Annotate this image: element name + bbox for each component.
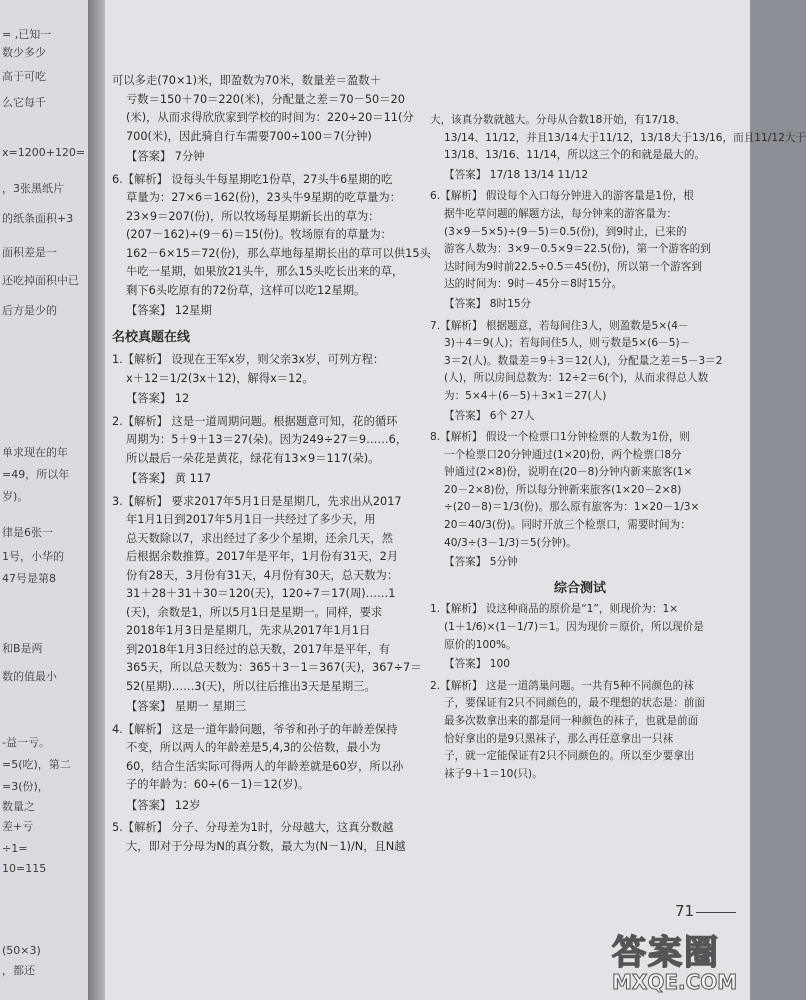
text-line: 700(米)，因此骑自行车需要700÷100＝7(分钟) [126, 129, 372, 143]
text-line: 总天数除以7，求出经过了多少个星期，还余几天，然 [126, 531, 394, 545]
watermark-logo [612, 925, 747, 997]
text-line: 达时间为9时前22.5÷0.5＝45(份)，所以第一个游客到 [444, 260, 702, 273]
watermark-url: MXQE.COM [612, 970, 738, 994]
text-line: 3.【解析】 要求2017年5月1日是星期几，先求出从2017 [112, 494, 402, 508]
text-line: 可以多走(70×1)米，即盈数为70米，数量差＝盈数＋ [112, 74, 381, 87]
text-line: 2018年1月3日是星期几，先求从2017年1月1日 [126, 624, 371, 637]
text-line: 8.【解析】 假设一个检票口1分钟检票的人数为1份，则 [430, 431, 691, 444]
text-line: 原价的100%。 [444, 638, 517, 651]
answer-line: 【答案】 12岁 [126, 798, 201, 812]
left-page-fragment: 面积差是一 [2, 246, 57, 259]
page-number-rule [696, 912, 736, 913]
answer-line: 【答案】 黄 117 [126, 472, 212, 485]
left-page-fragment: x=1200+120= [2, 146, 86, 159]
text-line: 牛吃一星期，如果放21头牛，那么15头吃长出来的草， [126, 265, 404, 278]
text-line: 所以最后一朵花是黄花，绿花有13×9＝117(朵)。 [126, 451, 380, 465]
left-page-fragment: = ,已知一 [2, 28, 52, 41]
text-line: 3＝2(人)。数量差＝9＋3＝12(人)，分配量之差＝5－3＝2 [444, 354, 723, 367]
text-line: ÷(20－8)＝1/3(份)。那么原有旅客为：1×20－1/3× [444, 501, 700, 514]
text-line: 份有28天，3月份有31天，4月份有30天，总天数为： [126, 568, 399, 582]
text-line: (1＋1/6)×(1－1/7)＝1。因为现价＝原价，所以现价是 [444, 621, 704, 634]
text-line: (人)，所以房间总数为：12÷2＝6(个)，从而求得总人数 [444, 372, 709, 385]
text-line: 31＋28＋31＋30＝120(天)，120÷7＝17(周)……1 [126, 587, 396, 600]
text-line: 13/14、11/12，并且13/14大于11/12，13/18大于13/16，而且11/12大于 [444, 131, 806, 144]
text-line: 2.【解析】 这是一道鸽巢问题。一共有5种不同颜色的袜 [430, 679, 694, 692]
text-line: 周期为：5＋9＋13＝27(朵)。因为249÷27＝9……6， [126, 433, 408, 446]
watermark-title: 答案圈 [612, 933, 720, 973]
left-page-fragment: 岁)。 [2, 490, 29, 503]
text-line: 1.【解析】 设这种商品的原价是“1”，则现价为：1× [430, 603, 679, 616]
text-line: 4.【解析】 这是一道年龄问题，爷爷和孙子的年龄差保持 [112, 722, 398, 736]
left-page [0, 0, 92, 1000]
section-title-mingxiao: 名校真题在线 [112, 329, 191, 345]
left-page-fragment: 47号是第8 [2, 572, 56, 585]
left-page-fragment: -益一亏。 [2, 736, 50, 749]
text-line: 为：5×4＋(6－5)＋3×1＝27(人) [444, 389, 607, 402]
text-line: 剩下6头吃原有的72份草，这样可以吃12星期。 [126, 283, 366, 297]
text-line: (3×9－5×5)÷(9－5)＝0.5(份)，到9时止，已来的 [444, 225, 687, 238]
text-line: 20－2×8)份，所以每分钟新来旅客(1×20－2×8) [444, 483, 682, 496]
left-page-fragment: =5(吃)，第二 [2, 758, 71, 771]
text-line: 草量为：27×6＝162(份)，23头牛9星期的吃草量为： [126, 191, 402, 204]
answer-line: 【答案】 星期一 星期三 [126, 700, 247, 713]
text-line: 亏数＝150＋70＝220(米)，分配量之差＝70－50＝20 [126, 92, 405, 106]
answer-line: 【答案】 17/18 13/14 11/12 [444, 168, 589, 181]
answer-line: 【答案】 100 [444, 658, 510, 671]
left-page-fragment: 单求现在的年 [2, 446, 68, 459]
text-line: 13/18、13/16、11/14，所以这三个的和就是最大的。 [444, 149, 706, 162]
text-line: 5.【解析】 分子、分母差为1时，分母越大，这真分数越 [112, 821, 394, 834]
text-line: 40/3÷(3－1/3)＝5(分钟)。 [444, 536, 577, 549]
right-column [430, 112, 806, 783]
text-line: 60，结合生活实际可得两人的年龄差就是60岁，所以孙 [126, 759, 404, 773]
text-line: 2.【解析】 这是一道周期问题。根据题意可知，花的循环 [112, 414, 398, 428]
text-line: 52(星期)……3(天)，所以往后推出3天是星期三。 [126, 679, 376, 693]
page-number: 71 [675, 902, 695, 920]
text-line: 最多次数拿出来的都是同一种颜色的袜子，也就是前面 [444, 715, 699, 727]
text-line: 365天，所以总天数为：365＋3－1＝367(天)，367÷7＝ [126, 661, 422, 674]
text-line: 年1月1日到2017年5月1日一共经过了多少天，用 [126, 513, 376, 526]
answer-line: 【答案】 5分钟 [444, 556, 518, 569]
left-page-fragment: 高于可吃 [2, 70, 46, 83]
text-line: 6.【解析】 假设每个入口每分钟进入的游客量是1份，根 [430, 190, 694, 203]
text-line: 23×9＝207(份)，所以牧场每星期新长出的草为： [126, 209, 380, 223]
text-line: 大，即对于分母为N的真分数，最大为(N－1)/N，且N越 [126, 839, 406, 853]
text-line: 游客人数为：3×9－0.5×9＝22.5(份)，第一个游客的到 [444, 243, 711, 256]
text-line: (天)，余数是1，所以5月1日是星期一。同样，要求 [126, 605, 383, 619]
text-line: x＋12＝1/2(3x＋12)，解得x＝12。 [126, 371, 314, 385]
left-page-fragment: 后方是少的 [2, 304, 57, 317]
left-page-fragment: 还吃掉面积中已 [2, 274, 79, 287]
text-line: 一个检票口20分钟通过(1×20)份，两个检票口8分 [444, 448, 682, 461]
text-line: 子，就一定能保证有2只不同颜色的。所以至少要拿出 [444, 750, 695, 763]
left-page-fragment: 1号，小华的 [2, 550, 64, 563]
text-line: 恰好拿出的是9只黑袜子，那么再任意拿出一只袜 [444, 732, 674, 745]
left-page-fragment: 律是6张一 [2, 526, 53, 539]
left-page-fragment: 数的值最小 [2, 670, 57, 683]
left-page-fragment: (50×3) [2, 944, 41, 957]
text-line: 7.【解析】 根据题意，若每间住3人，则盈数是5×(4－ [430, 319, 689, 332]
left-page-fragment: 差+亏 [2, 820, 34, 833]
text-line: 后根据余数推算。2017年是平年，1月份有31天，2月 [126, 550, 399, 563]
left-page-fragment: ，都还 [2, 964, 35, 977]
text-line: 达的时间为：9时－45分＝8时15分。 [444, 278, 623, 291]
answer-line: 【答案】 8时15分 [444, 297, 532, 310]
section-title-zonghe: 综合测试 [553, 580, 606, 596]
text-line: 不变，所以两人的年龄差是5,4,3的公倍数，最小为 [126, 741, 381, 754]
text-line: 钟通过(2×8)份，说明在(20－8)分钟内新来旅客(1× [444, 466, 693, 479]
text-line: 据牛吃草问题的解题方法，每分钟来的游客量为： [444, 207, 678, 220]
text-line: 到2018年1月3日经过的总天数，2017年是平年，有 [126, 642, 390, 656]
answer-line: 【答案】 12 [126, 392, 190, 405]
text-line: 20＝40/3(份)。同时开放三个检票口，需要时间为： [444, 519, 691, 532]
text-line: 子，要保证有2只不同颜色的，最不理想的状态是：前面 [444, 697, 705, 710]
left-page-fragment: ÷1= [2, 842, 28, 855]
text-line: 3)＋4＝9(人)；若每间住5人，则亏数是5×(6－5)－ [444, 337, 691, 350]
left-column [112, 72, 431, 856]
text-line: 1.【解析】 设现在王军x岁，则父亲3x岁，可列方程： [112, 353, 385, 366]
left-page-fragment: 和B是两 [2, 642, 43, 655]
left-page-fragment: =3(份)， [2, 780, 49, 793]
answer-line: 【答案】 7分钟 [126, 150, 205, 163]
text-line: 大，该真分数就越大。分母从合数18开始，有17/18、 [430, 114, 686, 126]
text-line: (207－162)÷(9－6)＝15(份)。牧场原有的草量为： [126, 228, 392, 241]
left-page-fragment: 10=115 [2, 862, 47, 875]
text-line: (米)，从而求得欣欣家到学校的时间为：220÷20＝11(分 [126, 111, 414, 124]
text-line: 袜子9＋1＝10(只)。 [444, 767, 543, 780]
text-line: 162－6×15＝72(份)，那么草地每星期长出的草可以供15头 [126, 246, 431, 260]
left-page-fragment: ，3张黑纸片 [2, 182, 64, 195]
left-page-fragment: 数少多少 [2, 46, 46, 59]
answer-line: 【答案】 12星期 [126, 304, 212, 317]
text-line: 子的年龄为：60÷(6－1)＝12(岁)。 [126, 778, 310, 791]
answer-line: 【答案】 6个 27人 [444, 409, 535, 422]
left-page-fragment: =49，所以年 [2, 468, 70, 481]
left-page-fragment: 么它每千 [2, 96, 46, 109]
left-page-fragment: 数量之 [2, 800, 35, 813]
text-line: 6.【解析】 设每头牛每星期吃1份草，27头牛6星期的吃 [112, 172, 393, 186]
left-page-fragment: 的纸条面积+3 [2, 212, 74, 225]
